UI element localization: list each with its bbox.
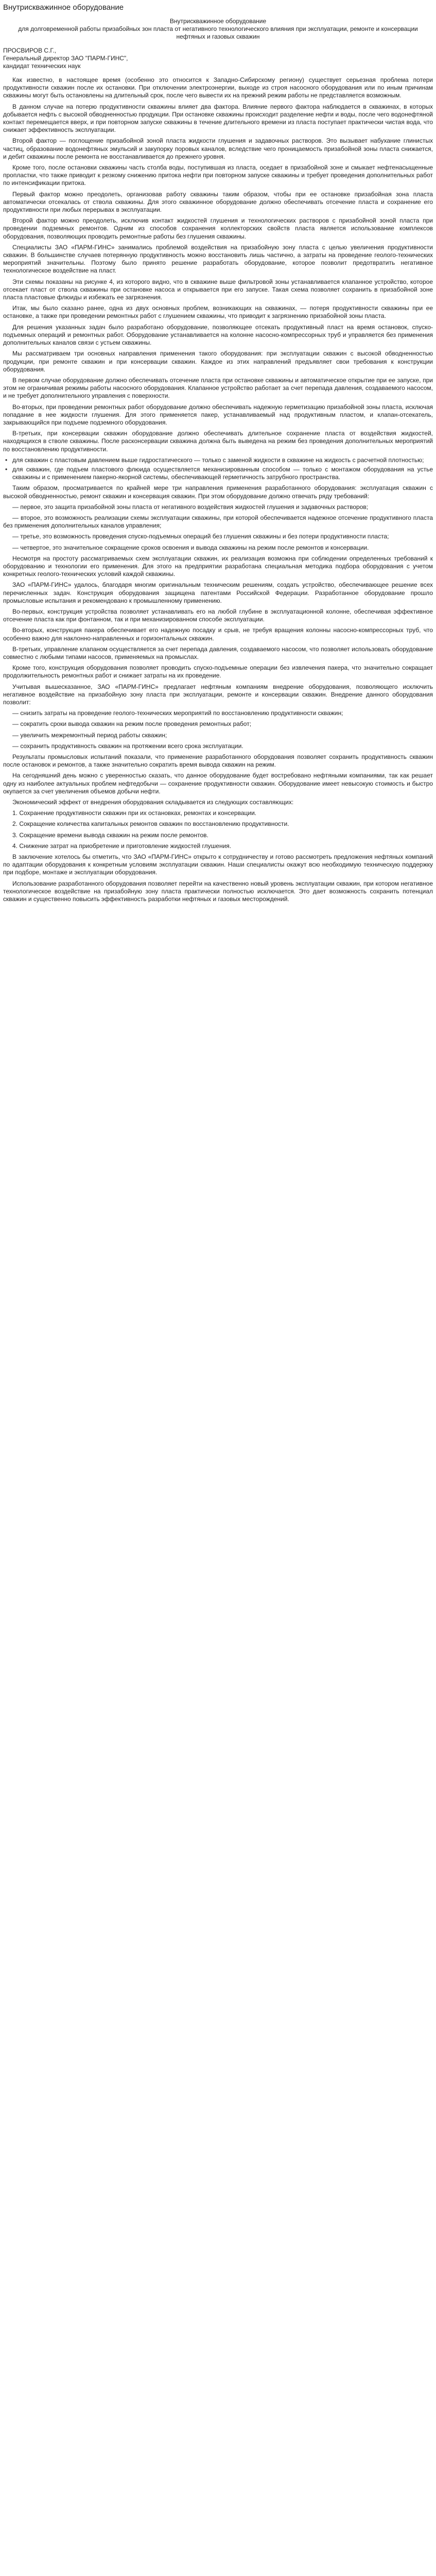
paragraph: Первый фактор можно преодолеть, организовав работу скважины таким образом, чтобы при ее остановке призабойная зона пласта автоматически отсекалась от ствола скважины. Для этого скважинное оборудование должно обеспечивать отсечение пласта и сохранение его продуктивности при любых перерывах в эксплуатации. bbox=[3, 190, 433, 214]
paragraph: — сохранить продуктивность скважин на протяжении всего срока эксплуатации. bbox=[12, 742, 243, 750]
paragraph: 1. Сохранение продуктивности скважин при их остановках, ремонтах и консервации. bbox=[12, 809, 257, 817]
paragraph: Во-вторых, при проведении ремонтных работ оборудование должно обеспечивать надежную герметизацию призабойной зоны пласта, исключая попадание в нее жидкости глушения. Для этого применяется пакер, устанавливаемый над продуктивным пластом, и клапан-отсекатель, закрывающийся при подъеме подземного оборудования. bbox=[3, 403, 433, 426]
paragraph: В-третьих, при консервации скважин оборудование должно обеспечивать длительное сохранение пласта от воздействия жидкостей, находящихся в стволе скважины. После расконсервации скважина должна быть выведена на режим без проведения дополнительных мероприятий по восстановлению продуктивности. bbox=[3, 430, 433, 453]
document-subtitle: для долговременной работы призабойных зон пласта от негативного технологического влияния при эксплуатации, ремонте и консервации нефтяных и газовых скважин bbox=[18, 25, 418, 40]
article-body-part-2 bbox=[3, 484, 433, 903]
paragraph: В данном случае на потерю продуктивности скважины влияет два фактора. Влияние первого фактора наблюдается в скважинах, в которых добывается нефть с высокой обводненностью продукции. При остановке скважины происходит разделение нефти и воды, после чего водонефтяной контакт перемещается вверх, и при повторном запуске скважины в течение длительного времени из пласта поступает практически чистая вода, что снижает эффективность эксплуатации. bbox=[3, 103, 433, 134]
paragraph: Несмотря на простоту рассматриваемых схем эксплуатации скважин, их реализация возможна при соблюдении определенных требований к оборудованию и технологии его применения. Для этого на предприятии разработана специальная методика подбора оборудования с учетом конкретных геолого-технических условий каждой скважины. bbox=[3, 554, 433, 578]
paragraph: Во-вторых, конструкция пакера обеспечивает его надежную посадку и срыв, не требуя вращения колонны насосно-компрессорных труб, что особенно важно для наклонно-направленных и горизонтальных скважин. bbox=[3, 626, 433, 642]
paragraph: В заключение хотелось бы отметить, что ЗАО «ПАРМ-ГИНС» открыто к сотрудничеству и готово рассмотреть предложения нефтяных компаний по адаптации оборудования к конкретным условиям эксплуатации скважин. Наши специалисты окажут всю необходимую техническую поддержку при подборе, монтаже и эксплуатации оборудования. bbox=[3, 853, 433, 876]
paragraph: Как известно, в настоящее время (особенно это относится к Западно-Сибирскому региону) существует серьезная проблема потери продуктивности скважин после их остановки. При отключении электроэнергии, выходе из строя насосного оборудования или по иным причинам скважины могут быть остановлены на длительный срок, после чего вывести их на прежний режим работы не представляется возможным. bbox=[3, 76, 433, 99]
conditions-list bbox=[3, 456, 433, 482]
paragraph: — первое, это защита призабойной зоны пласта от негативного воздействия жидкостей глушения и задавочных растворов; bbox=[12, 503, 369, 511]
paragraph: — сократить сроки вывода скважин на режим после проведения ремонтных работ; bbox=[12, 720, 252, 728]
paragraph: Результаты промысловых испытаний показали, что применение разработанного оборудования позволяет сохранить продуктивность скважин после остановок и ремонтов, а также значительно сократить время вывода скважин на режим. bbox=[3, 753, 433, 769]
paragraph: Мы рассматриваем три основных направления применения такого оборудования: при эксплуатации скважин с высокой обводненностью продукции, при ремонте скважин и при консервации скважин. Каждое из этих направлений предъявляет свои требования к конструкции оборудования. bbox=[3, 350, 433, 373]
list-item bbox=[3, 456, 433, 464]
paragraph: — третье, это возможность проведения спуско-подъемных операций без глушения скважины и без потери продуктивности пласта; bbox=[12, 533, 389, 540]
paragraph: 3. Сокращение времени вывода скважин на режим после ремонтов. bbox=[12, 831, 208, 839]
paragraph: Использование разработанного оборудования позволяет перейти на качественно новый уровень эксплуатации скважин, при котором негативное технологическое воздействие на призабойную зону пласта практически полностью исключается. Это дает возможность сохранить потенциал скважин и существенно повысить эффективность разработки нефтяных и газовых месторождений. bbox=[3, 879, 433, 903]
list-item-text: для скважин с пластовым давлением выше гидростатического — только с заменой жидкости в скважине на жидкость с расчетной плотностью; bbox=[12, 456, 424, 464]
author-name: ПРОСВИРОВ С.Г., bbox=[3, 47, 57, 54]
paragraph: Для решения указанных задач было разработано оборудование, позволяющее отсекать продуктивный пласт на время остановок, спуско-подъемных операций и ремонтных работ. Оборудование устанавливается на колонне насосно-компрессорных труб и управляется без применения дополнительных каналов связи с устьем скважины. bbox=[3, 323, 433, 347]
paragraph: Кроме того, после остановки скважины часть столба воды, поступившая из пласта, оседает в призабойной зоне и смыкает нефтенасыщенные пропластки, что также приводит к резкому снижению притока нефти при повторном запуске скважины и требует проведения дополнительных работ по интенсификации притока. bbox=[3, 164, 433, 187]
bullet-icon: • bbox=[5, 456, 8, 464]
paragraph: — снизить затраты на проведение геолого-технических мероприятий по восстановлению продуктивности скважин; bbox=[12, 709, 343, 717]
paragraph: Второй фактор — поглощение призабойной зоной пласта жидкости глушения и задавочных растворов. Это вызывает набухание глинистых частиц, образование водонефтяных эмульсий и закупорку поровых каналов, вследствие чего проницаемость призабойной зоны пласта снижается, и дебит скважины после ремонта не восстанавливается до прежнего уровня. bbox=[3, 137, 433, 160]
paragraph: В-третьих, управление клапаном осуществляется за счет перепада давления, создаваемого насосом, что позволяет использовать оборудование совместно с любыми типами насосов, применяемых на промыслах. bbox=[3, 645, 433, 660]
paragraph: — второе, это возможность реализации схемы эксплуатации скважины, при которой обеспечивается надежное отсечение продуктивного пласта без применения дополнительных каналов управления; bbox=[3, 514, 433, 530]
paragraph: Кроме того, конструкция оборудования позволяет проводить спуско-подъемные операции без извлечения пакера, что значительно сокращает продолжительность ремонтных работ и снижает затраты на их проведение. bbox=[3, 664, 433, 680]
bullet-icon: • bbox=[5, 465, 8, 473]
paragraph: — увеличить межремонтный период работы скважин; bbox=[12, 731, 167, 739]
paragraph: Учитывая вышесказанное, ЗАО «ПАРМ-ГИНС» предлагает нефтяным компаниям внедрение оборудования, позволяющего исключить негативное воздействие на призабойную зону пласта при эксплуатации, ремонте и консервации скважин. Внедрение данного оборудования позволит: bbox=[3, 683, 433, 706]
list-item bbox=[3, 466, 433, 481]
paragraph: 2. Сокращение количества капитальных ремонтов скважин по восстановлению продуктивности. bbox=[12, 820, 289, 828]
paragraph: Во-первых, конструкция устройства позволяет устанавливать его на любой глубине в эксплуатационной колонне, обеспечивая эффективное отсечение пласта как при фонтанном, так и при механизированном способе эксплуатации. bbox=[3, 607, 433, 623]
author-block bbox=[3, 47, 433, 70]
paragraph: Второй фактор можно преодолеть, исключив контакт жидкостей глушения и технологических растворов с призабойной зоной пласта при проведении подземных ремонтов. Одним из способов сохранения коллекторских свойств пласта является использование комплексов оборудования, позволяющих проводить ремонтные работы без глушения скважины. bbox=[3, 217, 433, 240]
article-body-part-1 bbox=[3, 76, 433, 453]
document-header bbox=[3, 18, 433, 41]
paragraph: Таким образом, просматривается по крайней мере три направления применения разработанного оборудования: эксплуатация скважин с высокой обводненностью, ремонт скважин и консервация скважин. При этом оборудование должно отвечать ряду требований: bbox=[3, 484, 433, 500]
article-page bbox=[0, 0, 436, 903]
page-title: Внутрискважинное оборудование bbox=[3, 3, 124, 12]
paragraph: 4. Снижение затрат на приобретение и приготовление жидкостей глушения. bbox=[12, 842, 232, 850]
paragraph: Экономический эффект от внедрения оборудования складывается из следующих составляющих: bbox=[12, 799, 294, 806]
paragraph: — четвертое, это значительное сокращение сроков освоения и вывода скважины на режим после ремонтов и консервации. bbox=[12, 544, 369, 551]
author-position: Генеральный директор ЗАО "ПАРМ-ГИНС", bbox=[3, 55, 128, 62]
paragraph: ЗАО «ПАРМ-ГИНС» удалось, благодаря многим оригинальным техническим решениям, создать устройство, обеспечивающее решение всех перечисленных задач. Конструкция оборудования защищена патентами Российской Федерации. Разработанное оборудование прошло промысловые испытания и рекомендовано к промышленному применению. bbox=[3, 581, 433, 604]
paragraph: Эти схемы показаны на рисунке 4, из которого видно, что в скважине выше фильтровой зоны устанавливается клапанное устройство, которое отсекает пласт от ствола скважины при остановке насоса и открывается при его запуске. Такая схема позволяет сохранить в призабойной зоне пласта пластовые флюиды и избежать ее загрязнения. bbox=[3, 278, 433, 301]
paragraph: В первом случае оборудование должно обеспечивать отсечение пласта при остановке скважины и автоматическое открытие при ее запуске, при этом не ограничивая режимы работы насосного оборудования. Клапанное устройство работает за счет перепада давления, создаваемого насосом, и не требует дополнительного управления с поверхности. bbox=[3, 376, 433, 400]
document-title: Внутрискважинное оборудование bbox=[169, 18, 267, 25]
paragraph: Специалисты ЗАО «ПАРМ-ГИНС» занимались проблемой воздействия на призабойную зону пласта с целью увеличения продуктивности скважин. В большинстве случаев потерянную продуктивность можно восстановить лишь частично, а затраты на проведение геолого-технических мероприятий значительны. Поэтому было принято решение разработать оборудование, которое позволит предотвратить негативное технологическое воздействие на пласт. bbox=[3, 243, 433, 275]
paragraph: На сегодняшний день можно с уверенностью сказать, что данное оборудование будет востребовано нефтяными компаниями, так как решает одну из наиболее актуальных проблем нефтедобычи — сохранение продуктивности скважин. Оборудование имеет невысокую стоимость и быстро окупается за счет увеличения объемов добычи нефти. bbox=[3, 772, 433, 795]
list-item-text: для скважин, где подъем пластового флюида осуществляется механизированным способом — только с монтажом оборудования на устье скважины и с применением пакерно-якорной системы, обеспечивающей герметичность затрубного пространства. bbox=[12, 465, 433, 481]
paragraph: Итак, мы было сказано ранее, одна из двух основных проблем, возникающих на скважинах, — потеря продуктивности скважины при ее остановке, а также при проведении ремонтных работ с глушением скважины, что приводит к загрязнению призабойной зоны пласта. bbox=[3, 304, 433, 320]
author-degree: кандидат технических наук bbox=[3, 62, 81, 70]
